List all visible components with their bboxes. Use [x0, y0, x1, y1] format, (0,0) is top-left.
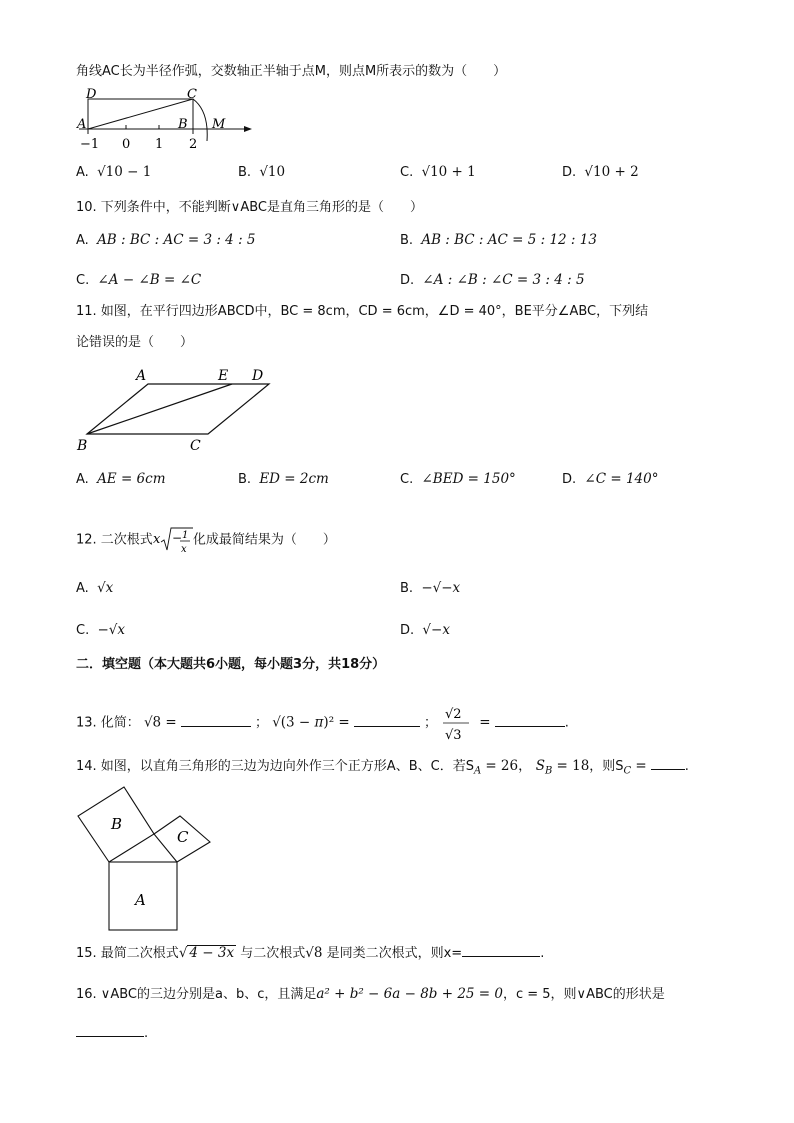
- q12-option-d[interactable]: D. √−x: [400, 622, 450, 638]
- q11-option-b[interactable]: B. ED = 2cm: [238, 471, 329, 487]
- q12-option-a[interactable]: A. √x: [76, 580, 114, 596]
- q15-blank[interactable]: [462, 942, 540, 957]
- q11-option-c[interactable]: C. ∠BED = 150°: [400, 471, 516, 487]
- q12-option-b[interactable]: B. −√−x: [400, 580, 461, 596]
- q9-option-a[interactable]: A. √10 − 1: [76, 164, 152, 180]
- q11-stem-line1: 11. 如图，在平行四边形ABCD中，BC = 8cm，CD = 6cm，∠D = 40°，BE平分∠ABC，下列结: [76, 304, 649, 319]
- section-2-title: 二．填空题（本大题共6小题，每小题3分，共18分）: [76, 657, 386, 672]
- q13-blank-3[interactable]: [495, 712, 565, 727]
- tick-neg1: −1: [80, 137, 100, 152]
- tick-0: 0: [122, 137, 131, 152]
- q9-option-c[interactable]: C. √10 + 1: [400, 164, 476, 180]
- label-A: A: [136, 368, 147, 384]
- q10-option-d[interactable]: D. ∠A : ∠B : ∠C = 3 : 4 : 5: [400, 272, 585, 288]
- square-A-label: A: [135, 891, 146, 909]
- q12-radical: [153, 525, 193, 555]
- label-C: C: [190, 438, 201, 454]
- q13-line: 13. 化简： √8 = ； √(3 − π)² = ； √2 √3 = .: [76, 707, 569, 743]
- svg-text:√3: √3: [445, 728, 462, 743]
- svg-text:1: 1: [181, 530, 189, 541]
- label-B: B: [178, 117, 188, 132]
- q12-option-c[interactable]: C. −√x: [76, 622, 126, 638]
- q10-option-c[interactable]: C. ∠A − ∠B = ∠C: [76, 272, 202, 288]
- q11-option-d[interactable]: D. ∠C = 140°: [562, 471, 659, 487]
- q14-squares-figure: [74, 784, 219, 934]
- q16-blank[interactable]: [76, 1022, 144, 1037]
- q9-stem: 角线AC长为半径作弧，交数轴正半轴于点M，则点M所表示的数为（ ）: [76, 64, 507, 79]
- label-C: C: [187, 87, 197, 102]
- q14-blank[interactable]: [651, 755, 685, 770]
- q10-option-b[interactable]: B. AB : BC : AC = 5 : 12 : 13: [400, 232, 597, 248]
- q16-line2: .: [76, 1022, 148, 1044]
- q12-stem: 12. 二次根式 x − 1 x 化成最简结果为（ ）: [76, 525, 336, 555]
- tick-2: 2: [189, 137, 198, 152]
- q10-option-a[interactable]: A. AB : BC : AC = 3 : 4 : 5: [76, 232, 256, 248]
- q16-line1: 16. ∨ABC的三边分别是a、b、c，且满足a² + b² − 6a − 8b + 25 = 0，c = 5，则∨ABC的形状是: [76, 986, 665, 1002]
- tick-1: 1: [155, 137, 164, 152]
- label-B: B: [77, 438, 88, 454]
- q11-option-a[interactable]: A. AE = 6cm: [76, 471, 166, 487]
- label-D: D: [252, 368, 264, 384]
- svg-text:√2: √2: [445, 707, 462, 722]
- svg-text:x: x: [152, 532, 161, 547]
- q13-blank-1[interactable]: [181, 712, 251, 727]
- q13-blank-2[interactable]: [354, 712, 420, 727]
- svg-text:−: −: [171, 531, 182, 545]
- q9-number-line-figure: [74, 86, 254, 154]
- q14-stem: 14. 如图，以直角三角形的三边为边向外作三个正方形A、B、C．若$S_A = 26$， $S_B = 18$，则$S_C$ = .: [76, 755, 689, 782]
- label-E: E: [218, 368, 229, 384]
- svg-text:x: x: [180, 544, 187, 555]
- label-D: D: [86, 87, 97, 102]
- q11-parallelogram-figure: [74, 364, 284, 456]
- square-C-label: C: [177, 828, 189, 846]
- label-M: M: [212, 117, 226, 132]
- label-A: A: [77, 117, 87, 132]
- q11-stem-line2: 论错误的是（ ）: [76, 335, 194, 350]
- q9-option-d[interactable]: D. √10 + 2: [562, 164, 639, 180]
- q10-stem: 10. 下列条件中，不能判断∨ABC是直角三角形的是（ ）: [76, 200, 423, 215]
- q15-line: 15. 最简二次根式√ 4 − 3x 与二次根式√8 是同类二次根式，则x= .: [76, 942, 544, 964]
- square-B-label: B: [111, 815, 123, 833]
- q9-option-b[interactable]: B. √10: [238, 164, 286, 180]
